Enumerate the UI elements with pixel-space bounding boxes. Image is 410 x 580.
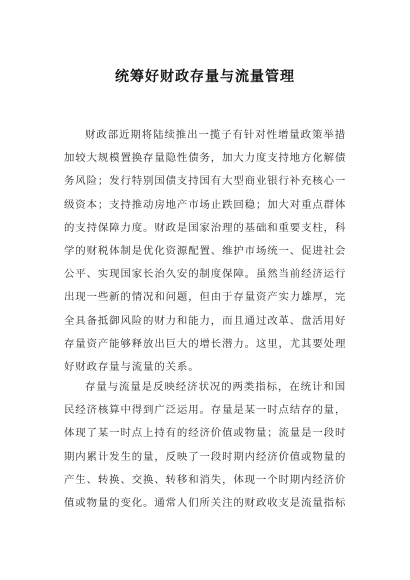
paragraph-line: 民经济核算中得到广泛运用。存量是某一时点结存的量， [64,404,346,417]
paragraph-line: 期内累计发生的量，反映了一段时期内经济价值或物量的 [64,450,346,463]
paragraph-line: 存量资产能够释放出巨大的增长潜力。这里，尤其要处理 [64,337,346,350]
document-title: 统筹好财政存量与流量管理 [115,69,295,85]
paragraph-line: 产生、转换、交换、转移和消失，体现一个时期内经济价 [64,473,346,486]
paragraph-line: 好财政存量与流量的关系。 [64,360,200,373]
paragraph-line: 全具备抵御风险的财力和能力，而且通过改革、盘活用好 [64,314,346,327]
paragraph-line: 级资本；支持推动房地产市场止跌回稳；加大对重点群体 [64,198,346,211]
paragraph-line: 公平、实现国家长治久安的制度保障。虽然当前经济运行 [64,268,346,281]
paragraph-line: 学的财税体制是优化资源配置、维护市场统一、促进社会 [64,244,346,257]
paragraph-line: 值或物量的变化。通常人们所关注的财政收支是流量指标 [64,496,346,509]
paragraph-1 [64,124,346,379]
paragraph-line: 加较大规模置换存量隐性债务，加大力度支持地方化解债 [64,152,346,165]
paragraph-line: 出现一些新的情况和问题，但由于存量资产实力雄厚，完 [64,291,346,304]
paragraph-line: 的支持保障力度。财政是国家治理的基础和重要支柱，科 [64,221,346,234]
paragraph-2 [64,376,346,515]
paragraph-line: 财政部近期将陆续推出一揽子有针对性增量政策举措 [85,129,346,141]
paragraph-line: 体现了某一时点上持有的经济价值或物量；流量是一段时 [64,427,346,440]
paragraph-line: 存量与流量是反映经济状况的两类指标，在统计和国 [85,381,346,393]
paragraph-line: 务风险；发行特别国债支持国有大型商业银行补充核心一 [64,175,346,188]
